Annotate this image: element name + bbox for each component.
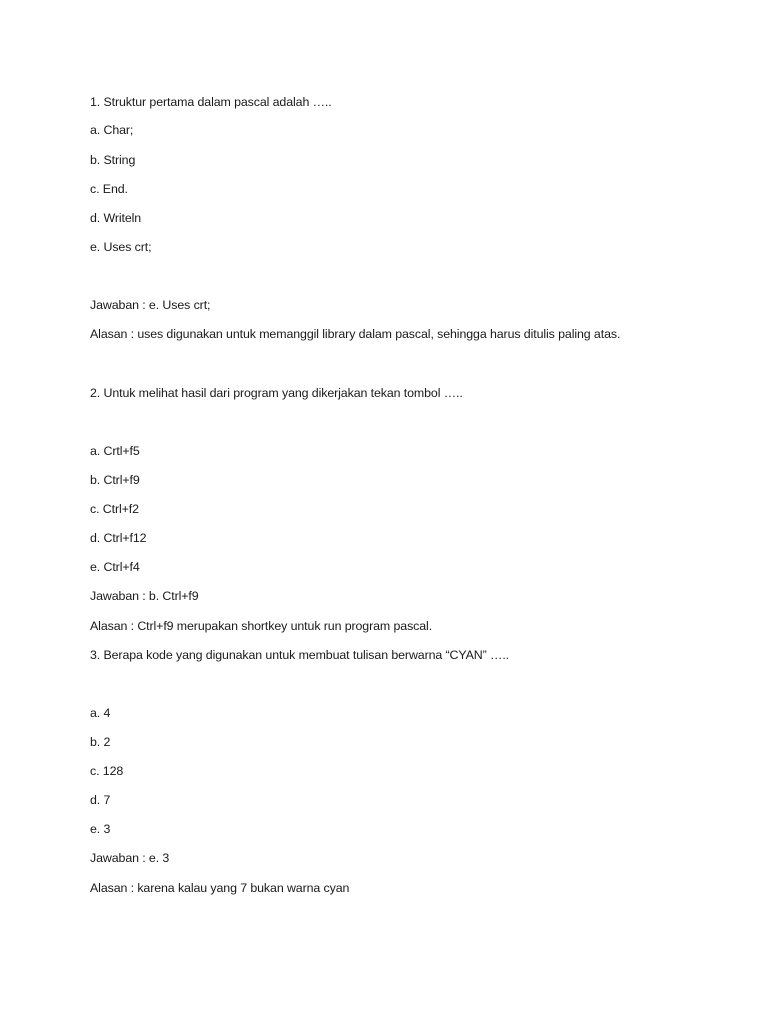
question-2-option-a: a. Crtl+f5	[90, 444, 140, 458]
question-3-text: 3. Berapa kode yang digunakan untuk membuat tulisan berwarna “CYAN” …..	[90, 648, 510, 662]
question-1-option-c: c. End.	[90, 182, 128, 196]
question-2-text: 2. Untuk melihat hasil dari program yang dikerjakan tekan tombol …..	[90, 386, 463, 400]
question-3-option-e: e. 3	[90, 822, 111, 836]
question-2-option-d: d. Ctrl+f12	[90, 531, 147, 545]
question-3-reason: Alasan : karena kalau yang 7 bukan warna cyan	[90, 881, 350, 895]
question-2-option-b: b. Ctrl+f9	[90, 473, 140, 487]
question-3-option-d: d. 7	[90, 793, 111, 807]
question-2-option-e: e. Ctrl+f4	[90, 560, 140, 574]
question-3-answer: Jawaban : e. 3	[90, 851, 170, 865]
question-2-option-c: c. Ctrl+f2	[90, 502, 139, 516]
question-3-option-c: c. 128	[90, 764, 124, 778]
question-3-option-b: b. 2	[90, 735, 111, 749]
question-1-option-b: b. String	[90, 153, 136, 167]
question-1-option-e: e. Uses crt;	[90, 240, 152, 254]
question-1-text: 1. Struktur pertama dalam pascal adalah …..	[90, 95, 332, 109]
question-1-option-d: d. Writeln	[90, 211, 142, 225]
question-3-option-a: a. 4	[90, 706, 111, 720]
question-1-reason: Alasan : uses digunakan untuk memanggil library dalam pascal, sehingga harus ditulis paling atas.	[90, 327, 621, 341]
question-1-option-a: a. Char;	[90, 123, 134, 137]
question-2-reason: Alasan : Ctrl+f9 merupakan shortkey untuk run program pascal.	[90, 619, 433, 633]
question-1-answer: Jawaban : e. Uses crt;	[90, 298, 211, 312]
question-2-answer: Jawaban : b. Ctrl+f9	[90, 589, 199, 603]
